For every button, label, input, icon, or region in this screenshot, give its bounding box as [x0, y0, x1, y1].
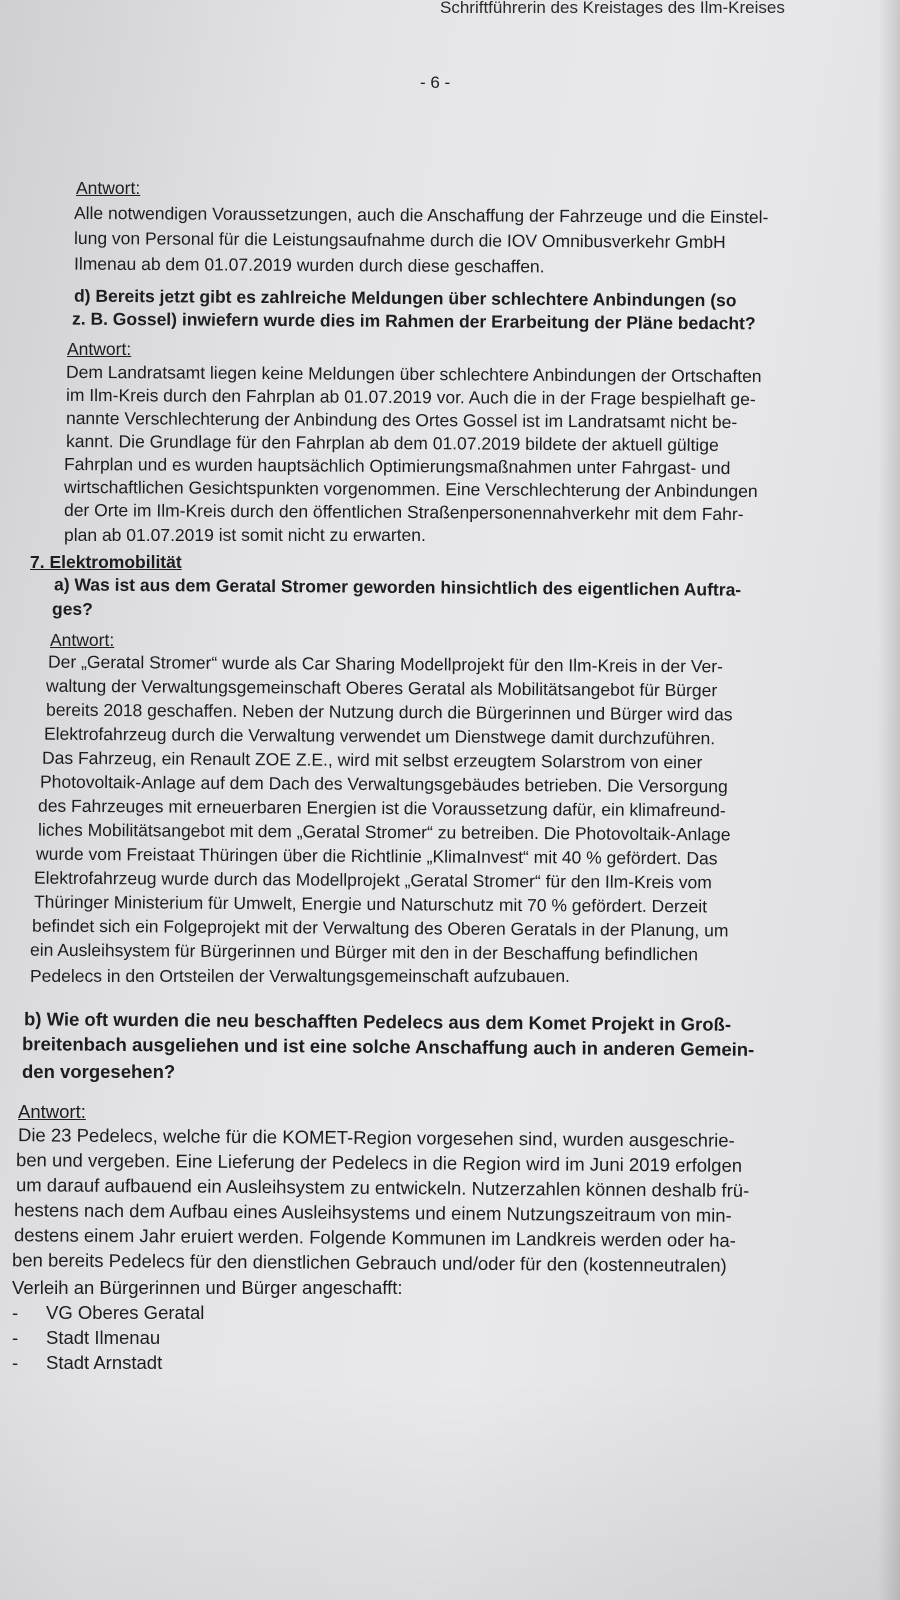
answer-line: Alle notwendigen Voraussetzungen, auch die Anschaffung der Fahrzeuge und die Einstel- — [73, 202, 769, 228]
answer-line: Die 23 Pedelecs, welche für die KOMET-Region vorgesehen sind, wurden ausgeschrie- — [17, 1124, 735, 1151]
answer-line: der Orte im Ilm-Kreis durch den öffentlichen Straßenpersonennahverkehr mit dem Fahr- — [63, 499, 744, 525]
answer-line: liches Mobilitätsangebot mit dem „Geratal Stromer“ zu betreiben. Die Photovoltaik-Anlage — [37, 819, 731, 845]
answer-line: nannte Verschlechterung der Anbindung des Ortes Gossel ist im Landratsamt nicht be- — [65, 407, 738, 433]
answer-line: befindet sich ein Folgeprojekt mit der Verwaltung des Oberen Geratals in der Planung, um — [31, 915, 729, 941]
list-item: Stadt Arnstadt — [46, 1352, 163, 1373]
question-text: den vorgesehen? — [22, 1061, 176, 1082]
page-edge-shadow — [878, 0, 900, 1600]
question-text: d) Bereits jetzt gibt es zahlreiche Meldungen über schlechtere Anbindungen (so — [73, 285, 737, 311]
answer-line: plan ab 01.07.2019 ist somit nicht zu erwarten. — [64, 525, 426, 545]
answer-label: Antwort: — [18, 1101, 86, 1122]
answer-line: Das Fahrzeug, ein Renault ZOE Z.E., wird mit selbst erzeugtem Solarstrom von einer — [41, 747, 703, 773]
answer-label: Antwort: — [76, 178, 141, 198]
page-bottom-shade — [0, 1380, 900, 1600]
question-text: a) Was ist aus dem Geratal Stromer geworden hinsichtlich des eigentlichen Auftra- — [53, 574, 742, 600]
question-text: ges? — [52, 599, 93, 619]
answer-label: Antwort: — [50, 630, 115, 650]
answer-line: hestens nach dem Aufbau eines Ausleihsystems und einem Nutzungszeitraum von min- — [13, 1199, 732, 1226]
list-bullet: - — [12, 1352, 19, 1373]
answer-line: Ilmenau ab dem 01.07.2019 wurden durch diese geschaffen. — [73, 253, 545, 277]
question-text: z. B. Gossel) inwiefern wurde dies im Rahmen der Erarbeitung der Pläne bedacht? — [71, 308, 756, 334]
list-item: Stadt Ilmenau — [46, 1327, 161, 1348]
answer-line: destens einem Jahr eruiert werden. Folgende Kommunen im Landkreis werden oder ha- — [13, 1224, 736, 1251]
answer-label: Antwort: — [67, 339, 132, 359]
answer-line: ein Ausleihsystem für Bürgerinnen und Bürger mit den in der Beschaffung befindlichen — [29, 939, 699, 965]
question-text: breitenbach ausgeliehen und ist eine solche Anschaffung auch in anderen Gemein- — [21, 1033, 755, 1060]
answer-line: Der „Geratal Stromer“ wurde als Car Sharing Modellprojekt für den Ilm-Kreis in der Ver- — [47, 651, 724, 677]
answer-line: waltung der Verwaltungsgemeinschaft Oberes Geratal als Mobilitätsangebot für Bürger — [45, 675, 718, 701]
section-heading: 7. Elektromobilität — [30, 552, 182, 572]
page-number: - 6 - — [420, 73, 451, 92]
answer-line: bereits 2018 geschaffen. Neben der Nutzung durch die Bürgerinnen und Bürger wird das — [45, 699, 733, 725]
answer-line: ben und vergeben. Eine Lieferung der Pedelecs in die Region wird im Juni 2019 erfolgen — [15, 1149, 743, 1176]
list-item: VG Oberes Geratal — [46, 1302, 205, 1323]
answer-line: Elektrofahrzeug durch die Verwaltung verwendet um Dienstwege damit durchzuführen. — [43, 723, 716, 749]
answer-line: um darauf aufbauend ein Ausleihsystem zu entwickeln. Nutzerzahlen können deshalb frü- — [15, 1174, 750, 1201]
answer-line: Pedelecs in den Ortsteilen der Verwaltungsgemeinschaft aufzubauen. — [30, 966, 570, 986]
answer-line: Verleih an Bürgerinnen und Bürger angeschafft: — [12, 1277, 403, 1298]
answer-line: Elektrofahrzeug wurde durch das Modellprojekt „Geratal Stromer“ für den Ilm-Kreis vom — [33, 867, 712, 893]
answer-line: Photovoltaik-Anlage auf dem Dach des Verwaltungsgebäudes betrieben. Die Versorgung — [39, 771, 728, 797]
answer-line: im Ilm-Kreis durch den Fahrplan ab 01.07.2019 vor. Auch die in der Frage bespielhaft ge- — [65, 384, 756, 410]
list-bullet: - — [12, 1302, 19, 1323]
question-text: b) Wie oft wurden die neu beschafften Pedelecs aus dem Komet Projekt in Groß- — [23, 1008, 732, 1035]
page-header: Schriftführerin des Kreistages des Ilm-Kreises — [440, 0, 785, 17]
answer-line: Dem Landratsamt liegen keine Meldungen über schlechtere Anbindungen der Ortschaften — [65, 361, 762, 387]
answer-line: Fahrplan und es wurden hauptsächlich Optimierungsmaßnahmen unter Fahrgast- und — [63, 453, 731, 479]
answer-line: lung von Personal für die Leistungsaufnahme durch die IOV Omnibusverkehr GmbH — [73, 228, 726, 252]
answer-line: Thüringer Ministerium für Umwelt, Energie und Naturschutz mit 70 % gefördert. Derzeit — [33, 891, 708, 917]
list-bullet: - — [12, 1327, 19, 1348]
answer-line: ben bereits Pedelecs für den dienstlichen Gebrauch und/oder für den (kostenneutralen) — [11, 1249, 727, 1276]
answer-line: des Fahrzeuges mit erneuerbaren Energien ist die Voraussetzung dafür, ein klimafreund- — [37, 795, 726, 821]
answer-line: kannt. Die Grundlage für den Fahrplan ab dem 01.07.2019 bildete der aktuell gültige — [65, 431, 719, 455]
answer-line: wurde vom Freistaat Thüringen über die Richtlinie „KlimaInvest“ mit 40 % gefördert. Das — [35, 843, 718, 869]
answer-line: wirtschaftlichen Gesichtspunkten vorgenommen. Eine Verschlechterung der Anbindungen — [63, 476, 758, 502]
